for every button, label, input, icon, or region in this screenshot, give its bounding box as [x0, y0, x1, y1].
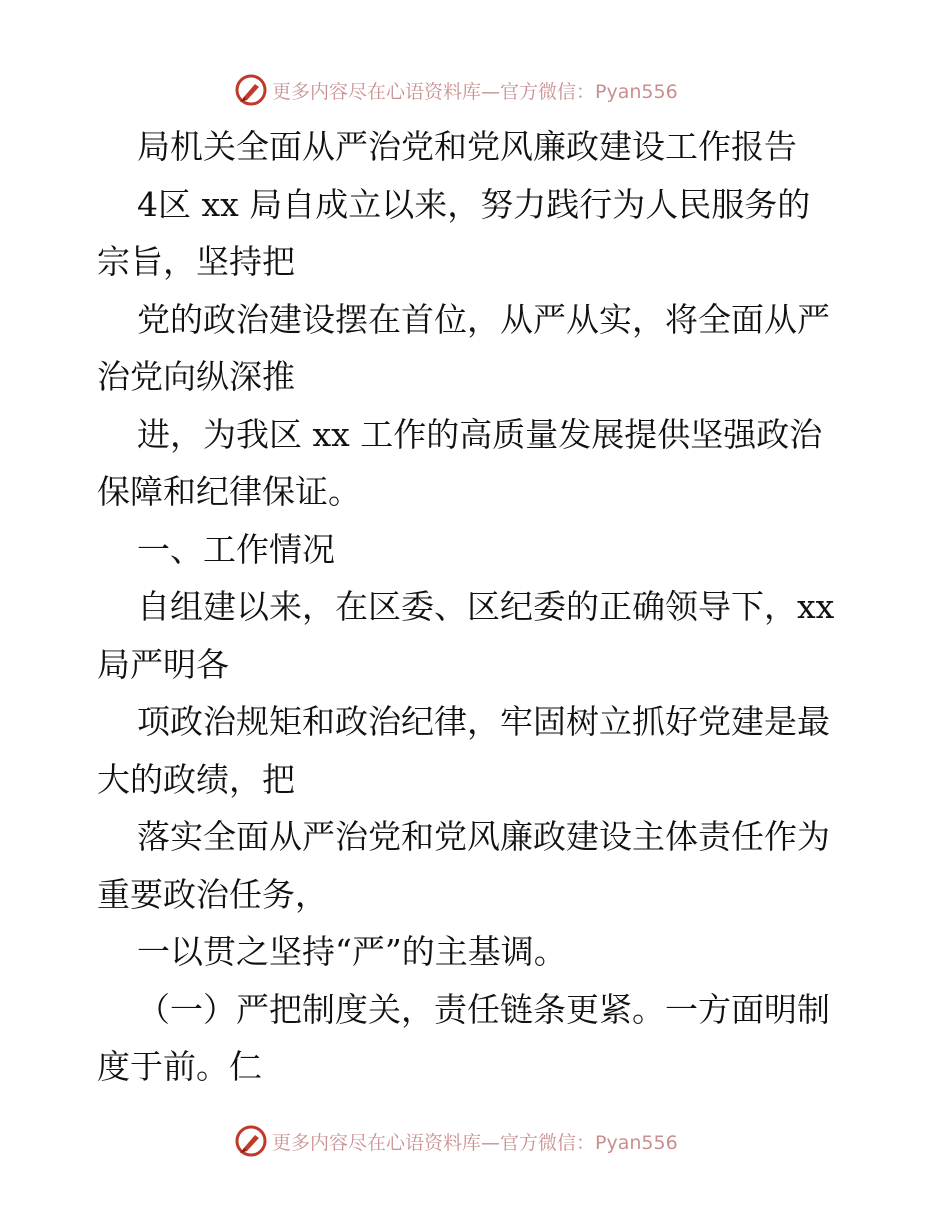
paragraph-line: 4区 xx 局自成立以来，努力践行为人民服务的: [137, 184, 811, 224]
paragraph-line: 进，为我区 xx 工作的高质量发展提供坚强政治: [137, 414, 823, 454]
pen-logo-icon: [234, 73, 268, 107]
paragraph-line: 宗旨，坚持把: [97, 242, 295, 281]
watermark-text: 更多内容尽在心语资料库—官方微信：Pyan556: [272, 1131, 678, 1154]
watermark-header: [234, 72, 678, 108]
paragraph-line: 大的政绩，把: [97, 759, 295, 799]
paragraph-line: 度于前。仁: [97, 1047, 262, 1086]
watermark-text: 更多内容尽在心语资料库—官方微信：Pyan556: [272, 80, 678, 103]
document-title: 局机关全面从严治党和党风廉政建设工作报告: [137, 127, 797, 166]
pen-logo-icon: [234, 1124, 268, 1158]
paragraph-line: 落实全面从严治党和党风廉政建设主体责任作为: [137, 817, 830, 856]
section-heading: 一、工作情况: [137, 529, 335, 569]
paragraph-line: 项政治规矩和政治纪律，牢固树立抓好党建是最: [137, 702, 830, 741]
watermark-footer: [234, 1123, 678, 1159]
paragraph-line: 自组建以来，在区委、区纪委的正确领导下，xx: [137, 587, 835, 626]
paragraph-line: 重要政治任务，: [97, 874, 328, 914]
document-body: [97, 118, 857, 1096]
subsection-heading: （一）严把制度关，责任链条更紧。一方面明制: [137, 989, 830, 1029]
paragraph-line: 治党向纵深推: [97, 357, 295, 396]
paragraph-line: 党的政治建设摆在首位，从严从实，将全面从严: [137, 299, 830, 339]
paragraph-line: 保障和纪律保证。: [97, 472, 361, 511]
paragraph-line: 一以贯之坚持“严”的主基调。: [137, 932, 567, 971]
paragraph-line: 局严明各: [97, 644, 229, 684]
